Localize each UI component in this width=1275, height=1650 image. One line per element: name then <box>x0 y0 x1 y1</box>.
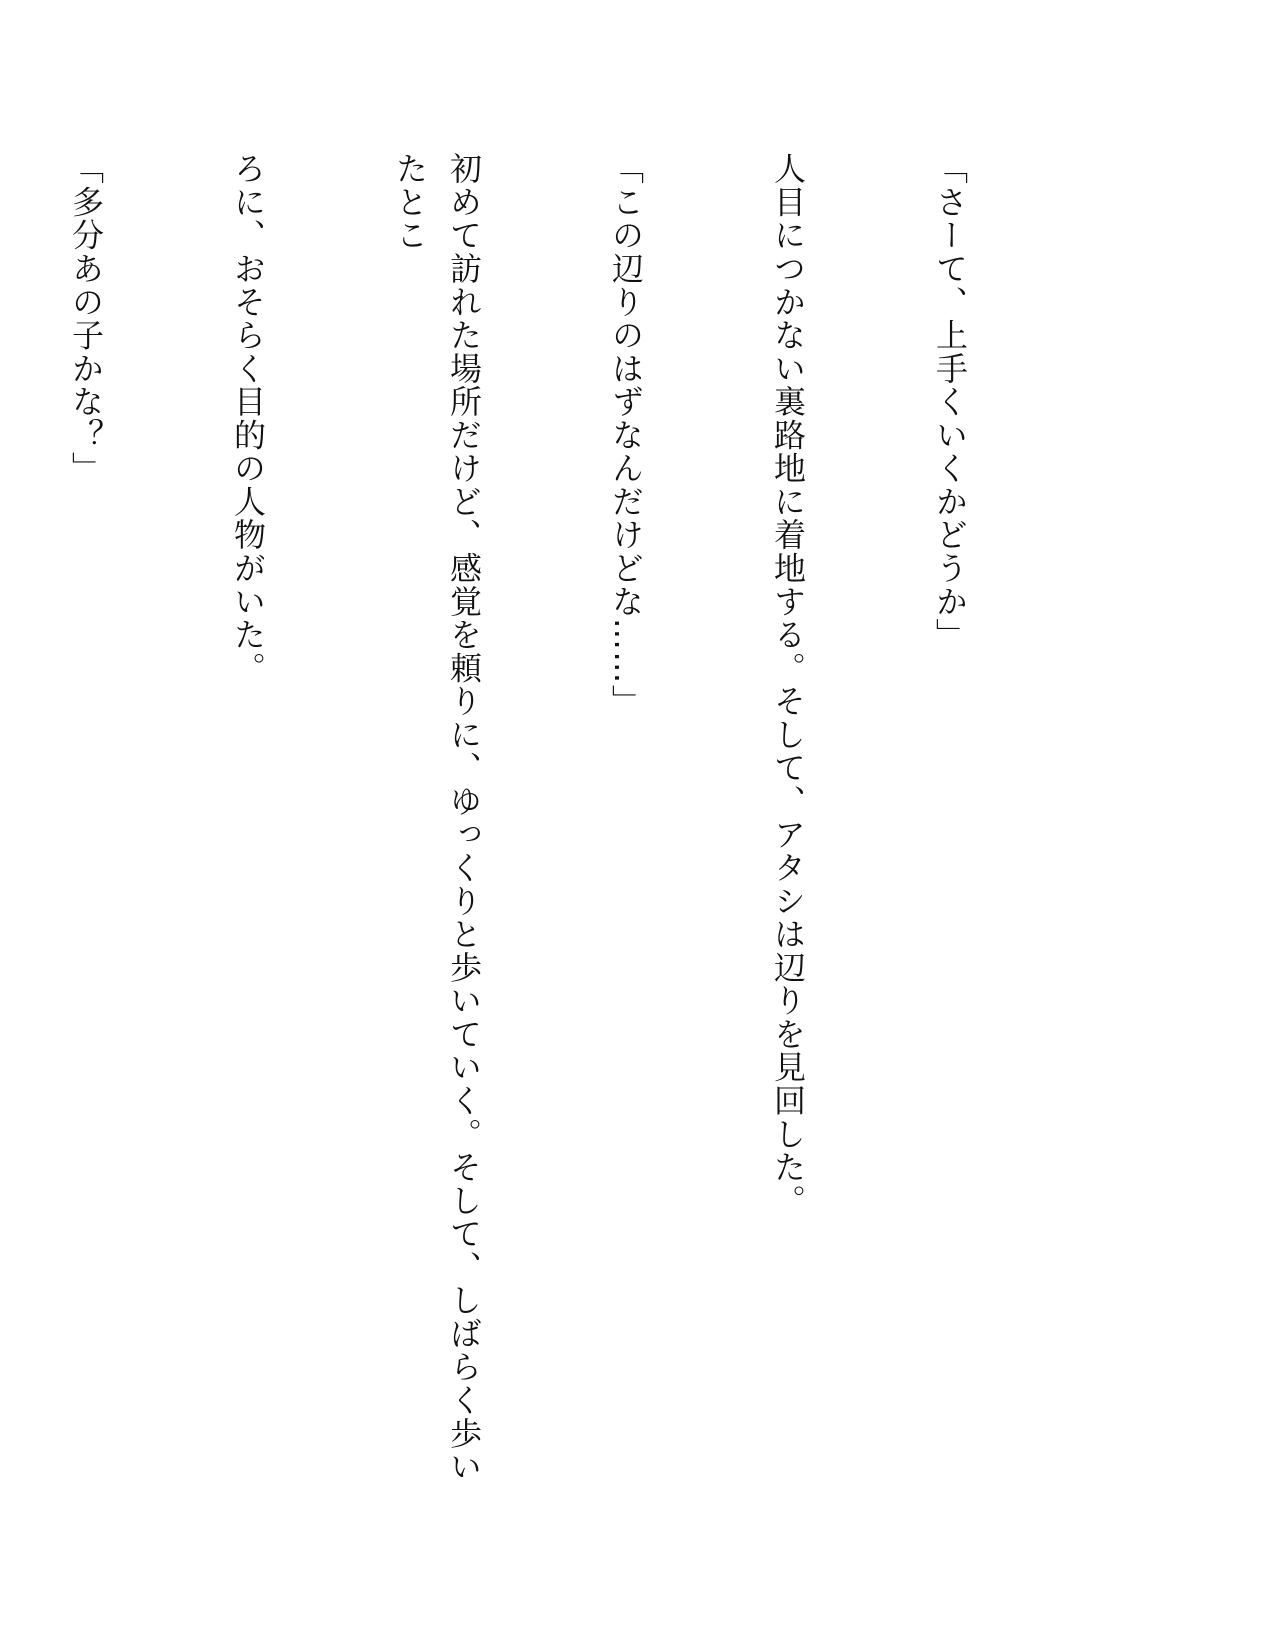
text-line: 人目につかない裏路地に着地する。そして、アタシは辺りを見回した。 <box>769 152 807 1217</box>
text-line: 「この辺りのはずなんだけどな……」 <box>607 152 645 718</box>
vertical-text-body <box>0 152 1085 1512</box>
text-line: 「多分あの子かな？」 <box>67 152 105 485</box>
text-line: 初めて訪れた場所だけど、感覚を頼りに、ゆっくりと歩いていく。そして、しばらく歩いたとこ <box>391 152 483 1484</box>
text-line: ろに、おそらく目的の人物がいた。 <box>229 152 267 685</box>
text-line: 「さーて、上手くいくかどうか」 <box>931 152 969 652</box>
